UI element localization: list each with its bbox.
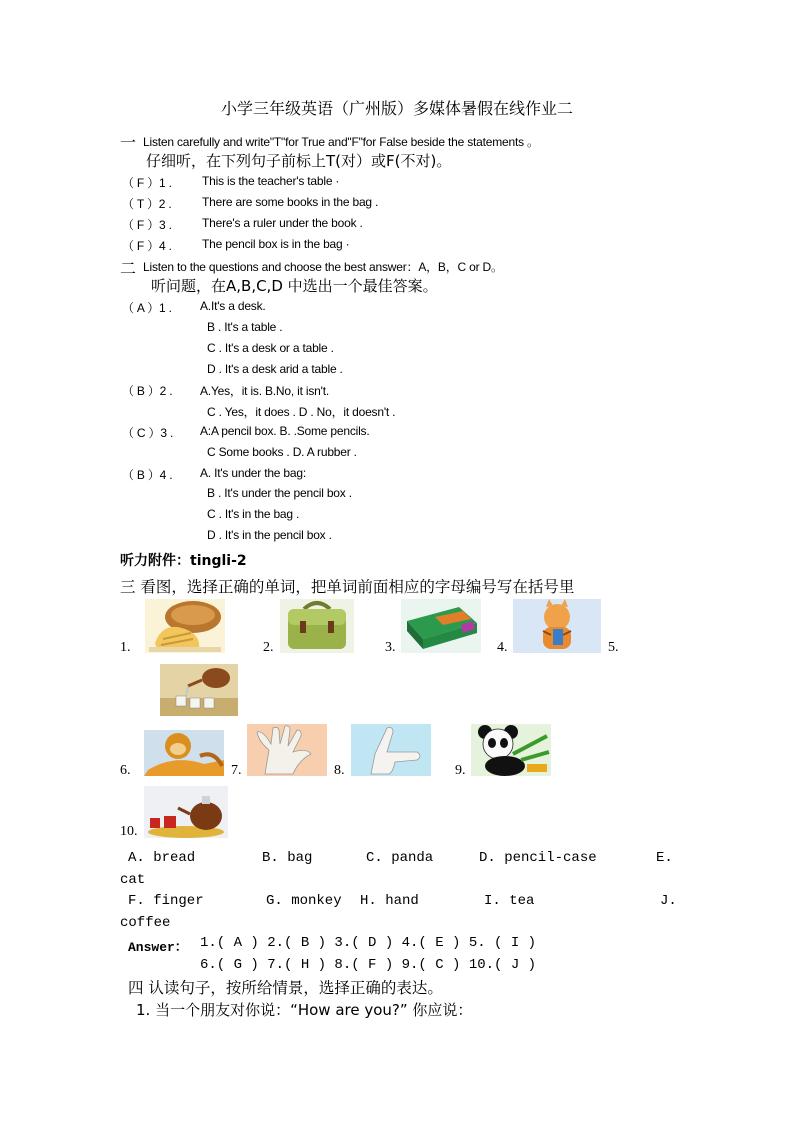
section-2-number: 二 — [120, 259, 137, 278]
word-h: H. hand — [360, 893, 419, 909]
s2-line-5-text: A.Yes，it is. B.No, it isn't. — [200, 384, 329, 398]
word-e: cat — [120, 872, 146, 888]
page-title: 小学三年级英语（广州版）多媒体暑假在线作业二 — [220, 99, 573, 118]
s1-item-4-text: The pencil box is in the bag · — [202, 237, 350, 251]
s2-line-7-mark: （ C ）3 . — [122, 426, 174, 440]
word-c: C. panda — [366, 850, 434, 866]
s2-line-12-text: D . It's in the pencil box . — [207, 528, 332, 542]
picture-number-4: 4. — [497, 640, 508, 655]
picture-number-6: 6. — [120, 763, 131, 778]
s2-line-3-text: C . It's a desk or a table . — [207, 341, 334, 355]
finger-picture — [351, 724, 431, 776]
s1-item-2-mark: （ T ）2 . — [122, 197, 172, 211]
listening-attachment: 听力附件：tingli-2 — [120, 553, 247, 569]
monkey-picture — [144, 730, 224, 776]
s1-item-2-text: There are some books in the bag . — [202, 195, 379, 209]
section-1-number: 一 — [120, 133, 137, 152]
s2-line-10-text: B . It's under the pencil box . — [207, 486, 352, 500]
section-4-question-1: 1. 当一个朋友对你说：“How are you?” 你应说： — [136, 1001, 473, 1019]
picture-number-10: 10. — [120, 824, 138, 839]
picture-number-5: 5. — [608, 640, 619, 655]
word-g: G. monkey — [266, 893, 342, 909]
picture-number-8: 8. — [334, 763, 345, 778]
picture-number-1: 1. — [120, 640, 131, 655]
word-j-letter: J. — [660, 893, 677, 909]
s1-item-3-mark: （ F ）3 . — [122, 218, 172, 232]
section-1-instruction-cn: 仔细听，在下列句子前标上T(对）或F(不对)。 — [146, 152, 452, 170]
bag-picture — [280, 599, 354, 653]
word-i: I. tea — [484, 893, 535, 909]
picture-number-2: 2. — [263, 640, 274, 655]
section-2-instruction-en: Listen to the questions and choose the best answer：A，B，C or D。 — [143, 260, 503, 274]
s2-line-4-text: D . It's a desk arid a table . — [207, 362, 343, 376]
coffee-picture — [144, 786, 228, 838]
word-d: D. pencil-case — [479, 850, 597, 866]
s2-line-9-text: A. It's under the bag: — [200, 466, 306, 480]
s2-line-8-text: C Some books . D. A rubber . — [207, 445, 357, 459]
section-2-instruction-cn: 听问题，在A,B,C,D 中选出一个最佳答案。 — [151, 277, 438, 295]
picture-number-7: 7. — [231, 763, 242, 778]
s2-line-5-mark: （ B ）2 . — [122, 384, 173, 398]
picture-number-9: 9. — [455, 763, 466, 778]
s2-line-7-text: A:A pencil box. B. .Some pencils. — [200, 424, 370, 438]
s2-line-11-text: C . It's in the bag . — [207, 507, 300, 521]
s2-line-2-text: B . It's a table . — [207, 320, 283, 334]
s2-line-1-text: A.It's a desk. — [200, 299, 266, 313]
word-a: A. bread — [128, 850, 196, 866]
hand-picture — [247, 724, 327, 776]
s2-line-9-mark: （ B ）4 . — [122, 468, 173, 482]
section-3-heading: 三 看图，选择正确的单词，把单词前面相应的字母编号写在括号里 — [120, 578, 575, 596]
word-f: F. finger — [128, 893, 204, 909]
answer-label: Answer： — [128, 940, 188, 955]
answers-row-2: 6.( G ) 7.( H ) 8.( F ) 9.( C ) 10.( J ) — [200, 957, 537, 973]
bread-picture — [145, 599, 225, 653]
s1-item-4-mark: （ F ）4 . — [122, 239, 172, 253]
picture-number-3: 3. — [385, 640, 396, 655]
word-e-letter: E. — [656, 850, 673, 866]
s2-line-1-mark: （ A ）1 . — [122, 301, 172, 315]
tea-picture — [160, 664, 238, 716]
s2-line-6-text: C . Yes，it does . D . No，it doesn't . — [207, 405, 396, 419]
s1-item-1-mark: （ F ）1 . — [122, 176, 172, 190]
s1-item-1-text: This is the teacher's table · — [202, 174, 340, 188]
cat-picture — [513, 599, 601, 653]
section-4-heading: 四 认读句子，按所给情景，选择正确的表达。 — [128, 979, 443, 997]
panda-picture — [471, 724, 551, 776]
word-b: B. bag — [262, 850, 313, 866]
answers-row-1: 1.( A ) 2.( B ) 3.( D ) 4.( E ) 5. ( I ) — [200, 935, 537, 951]
s1-item-3-text: There's a ruler under the book . — [202, 216, 363, 230]
pencil-case-picture — [401, 599, 481, 653]
word-j: coffee — [120, 915, 171, 931]
section-1-instruction-en: Listen carefully and write"T"for True and"F"for False beside the statements 。 — [143, 135, 539, 149]
